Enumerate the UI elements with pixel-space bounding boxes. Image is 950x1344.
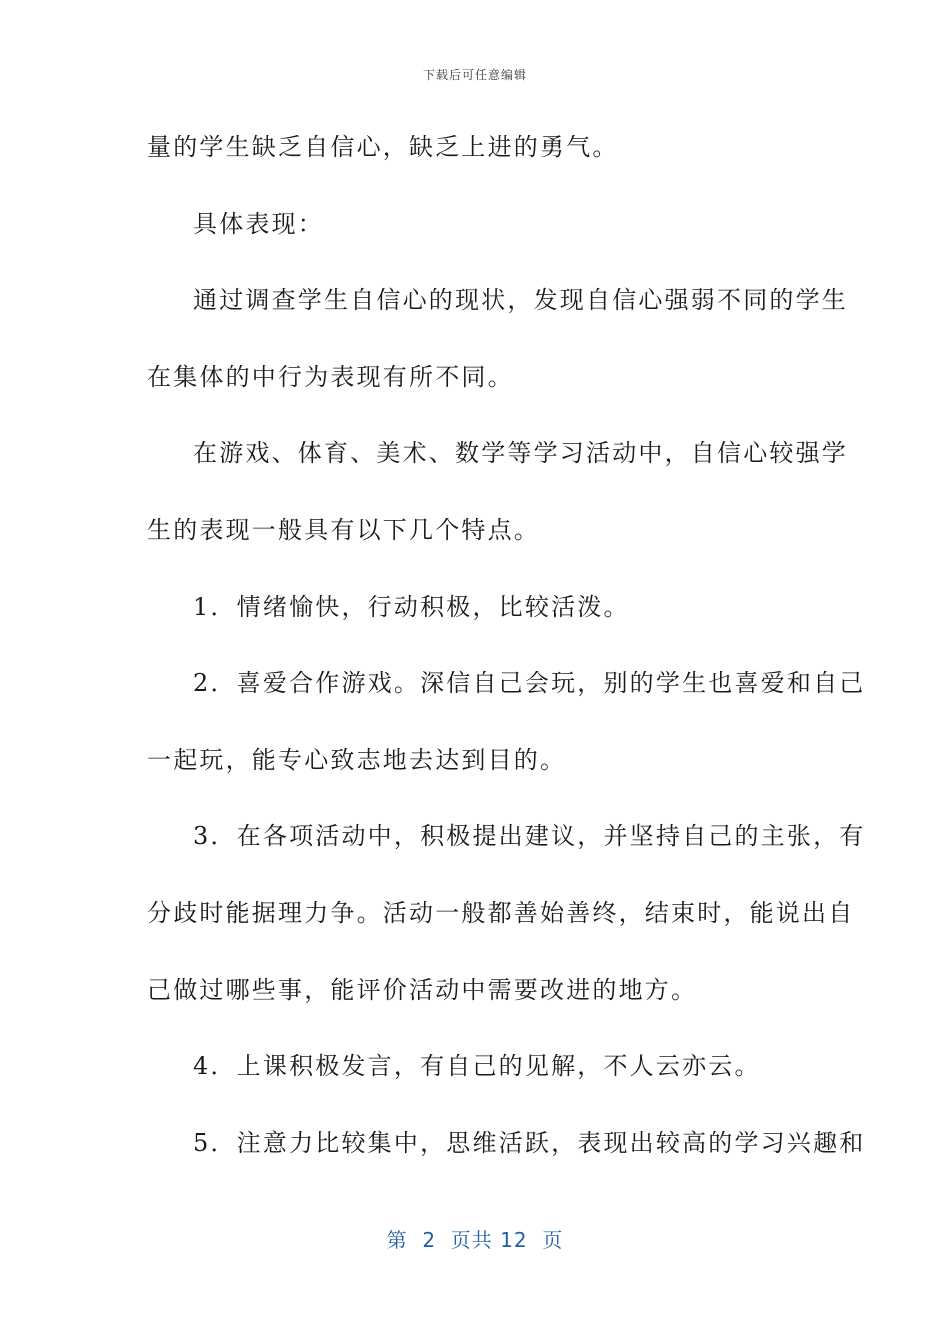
text-line: 具体表现： [193,209,324,238]
text-line: 通过调查学生自信心的现状，发现自信心强弱不同的学生 [193,286,848,315]
text-line: 1．情绪愉快，行动积极，比较活泼。 [193,592,630,621]
text-line: 己做过哪些事，能评价活动中需要改进的地方。 [147,975,698,1004]
page-number: 第 2 页共 12 页 [386,1228,564,1252]
text-line: 生的表现一般具有以下几个特点。 [147,515,540,544]
text-line: 一起玩，能专心致志地去达到目的。 [147,745,567,774]
text-line: 2．喜爱合作游戏。深信自己会玩，别的学生也喜爱和自己 [193,669,866,698]
text-line: 分歧时能据理力争。活动一般都善始善终，结束时，能说出自 [147,898,855,927]
header-note: 下载后可任意编辑 [422,68,527,82]
text-line: 5．注意力比较集中，思维活跃，表现出较高的学习兴趣和 [193,1128,866,1157]
text-line: 在集体的中行为表现有所不同。 [147,362,514,391]
text-line: 量的学生缺乏自信心，缺乏上进的勇气。 [147,133,619,161]
document-body [147,121,866,1193]
text-line: 3．在各项活动中，积极提出建议，并坚持自己的主张，有 [193,822,866,851]
text-line: 在游戏、体育、美术、数学等学习活动中，自信心较强学 [193,439,848,468]
text-line: 4．上课积极发言，有自己的见解，不人云亦云。 [193,1052,761,1081]
